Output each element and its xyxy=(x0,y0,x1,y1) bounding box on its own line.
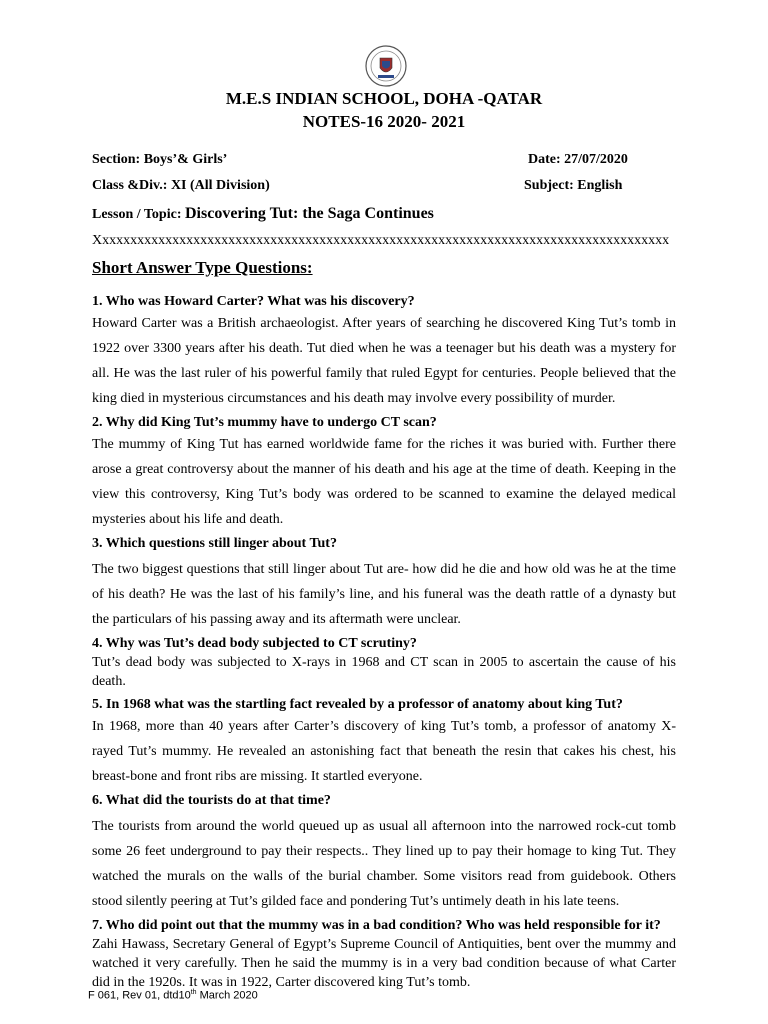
answer: The two biggest questions that still linger about Tut are- how did he die and how old was he at the time of his death? He was the last of his family’s line, and his funeral was the death rattle of a dynasty but the particulars of his passing away and its aftermath were unclear. xyxy=(92,562,676,627)
date-label: Date: 27/07/2020 xyxy=(528,152,628,167)
question: 5. In 1968 what was the startling fact revealed by a professor of anatomy about king Tut? xyxy=(92,697,623,712)
answer: The mummy of King Tut has earned worldwide fame for the riches it was buried with. Further there arose a great controversy about the manner of his death and his age at the time of death. Keeping in the view this controversy, King Tut’s body was ordered to be scanned to examine the delayed medical mysteries about his life and death. xyxy=(92,437,676,527)
lesson-title: Discovering Tut: the Saga Continues xyxy=(184,205,434,222)
section-label: Section: Boys’& Girls’ xyxy=(92,152,228,167)
notes-title: NOTES-16 2020- 2021 xyxy=(302,112,466,131)
question: 4. Why was Tut’s dead body subjected to CT scrutiny? xyxy=(92,636,417,651)
answer: Zahi Hawass, Secretary General of Egypt’s Supreme Council of Antiquities, bent over the mummy and watched it very carefully. Then he said the mummy is in a very bad condition because of what Carter did in the 1920s. It was in 1922, Carter discovered king Tut’s tomb. xyxy=(92,937,676,990)
school-crest-icon xyxy=(364,44,408,88)
answer: The tourists from around the world queued up as usual all afternoon into the narrowed rock-cut tomb some 26 feet underground to pay their respects.. They lined up to pay their homage to king Tut. They watched the murals on the walls of the burial chamber. Some visitors read from guidebook. Others stood silently peering at Tut’s gilded face and pondering Tut’s untimely death in his late teens. xyxy=(92,819,676,909)
section-heading: Short Answer Type Questions: xyxy=(92,258,313,277)
answer: In 1968, more than 40 years after Carter’s discovery of king Tut’s tomb, a professor of anatomy X-rayed Tut’s mummy. He revealed an astonishing fact that beneath the resin that cakes his chest, his breast-bone and front ribs are missing. It startled everyone. xyxy=(92,719,676,784)
class-division-label: Class &Div.: XI (All Division) xyxy=(92,178,270,193)
question: 1. Who was Howard Carter? What was his discovery? xyxy=(92,294,415,309)
footer-sup: th xyxy=(190,989,197,996)
question: 3. Which questions still linger about Tut? xyxy=(92,536,337,551)
answer: Howard Carter was a British archaeologist. After years of searching he discovered King Tut’s tomb in 1922 over 3300 years after his death. Tut died when he was a teenager but his death was a mystery for all. He was the last ruler of his powerful family that ruled Egypt for centuries. People believed that the king died in mysterious circumstances and his death may involve every possibility of murder. xyxy=(92,316,676,406)
separator-line: Xxxxxxxxxxxxxxxxxxxxxxxxxxxxxxxxxxxxxxxxxxxxxxxxxxxxxxxxxxxxxxxxxxxxxxxxxxxxxxxxxx xyxy=(92,233,670,248)
footer-revision xyxy=(88,989,258,1002)
answer: Tut’s dead body was subjected to X-rays in 1968 and CT scan in 2005 to ascertain the cause of his death. xyxy=(92,655,676,689)
subject-label: Subject: English xyxy=(524,178,623,193)
question: 2. Why did King Tut’s mummy have to undergo CT scan? xyxy=(92,415,437,430)
qa-list xyxy=(92,292,676,996)
footer-tail: March 2020 xyxy=(196,989,258,1002)
lesson-topic xyxy=(92,205,434,223)
footer-text: F 061, Rev 01, dtd10 xyxy=(88,989,191,1002)
question: 7. Who did point out that the mummy was in a bad condition? Who was held responsible for it? xyxy=(92,918,661,933)
lesson-label: Lesson / Topic: xyxy=(92,207,185,222)
question: 6. What did the tourists do at that time? xyxy=(92,793,331,808)
school-name: M.E.S INDIAN SCHOOL, DOHA -QATAR xyxy=(225,89,543,108)
